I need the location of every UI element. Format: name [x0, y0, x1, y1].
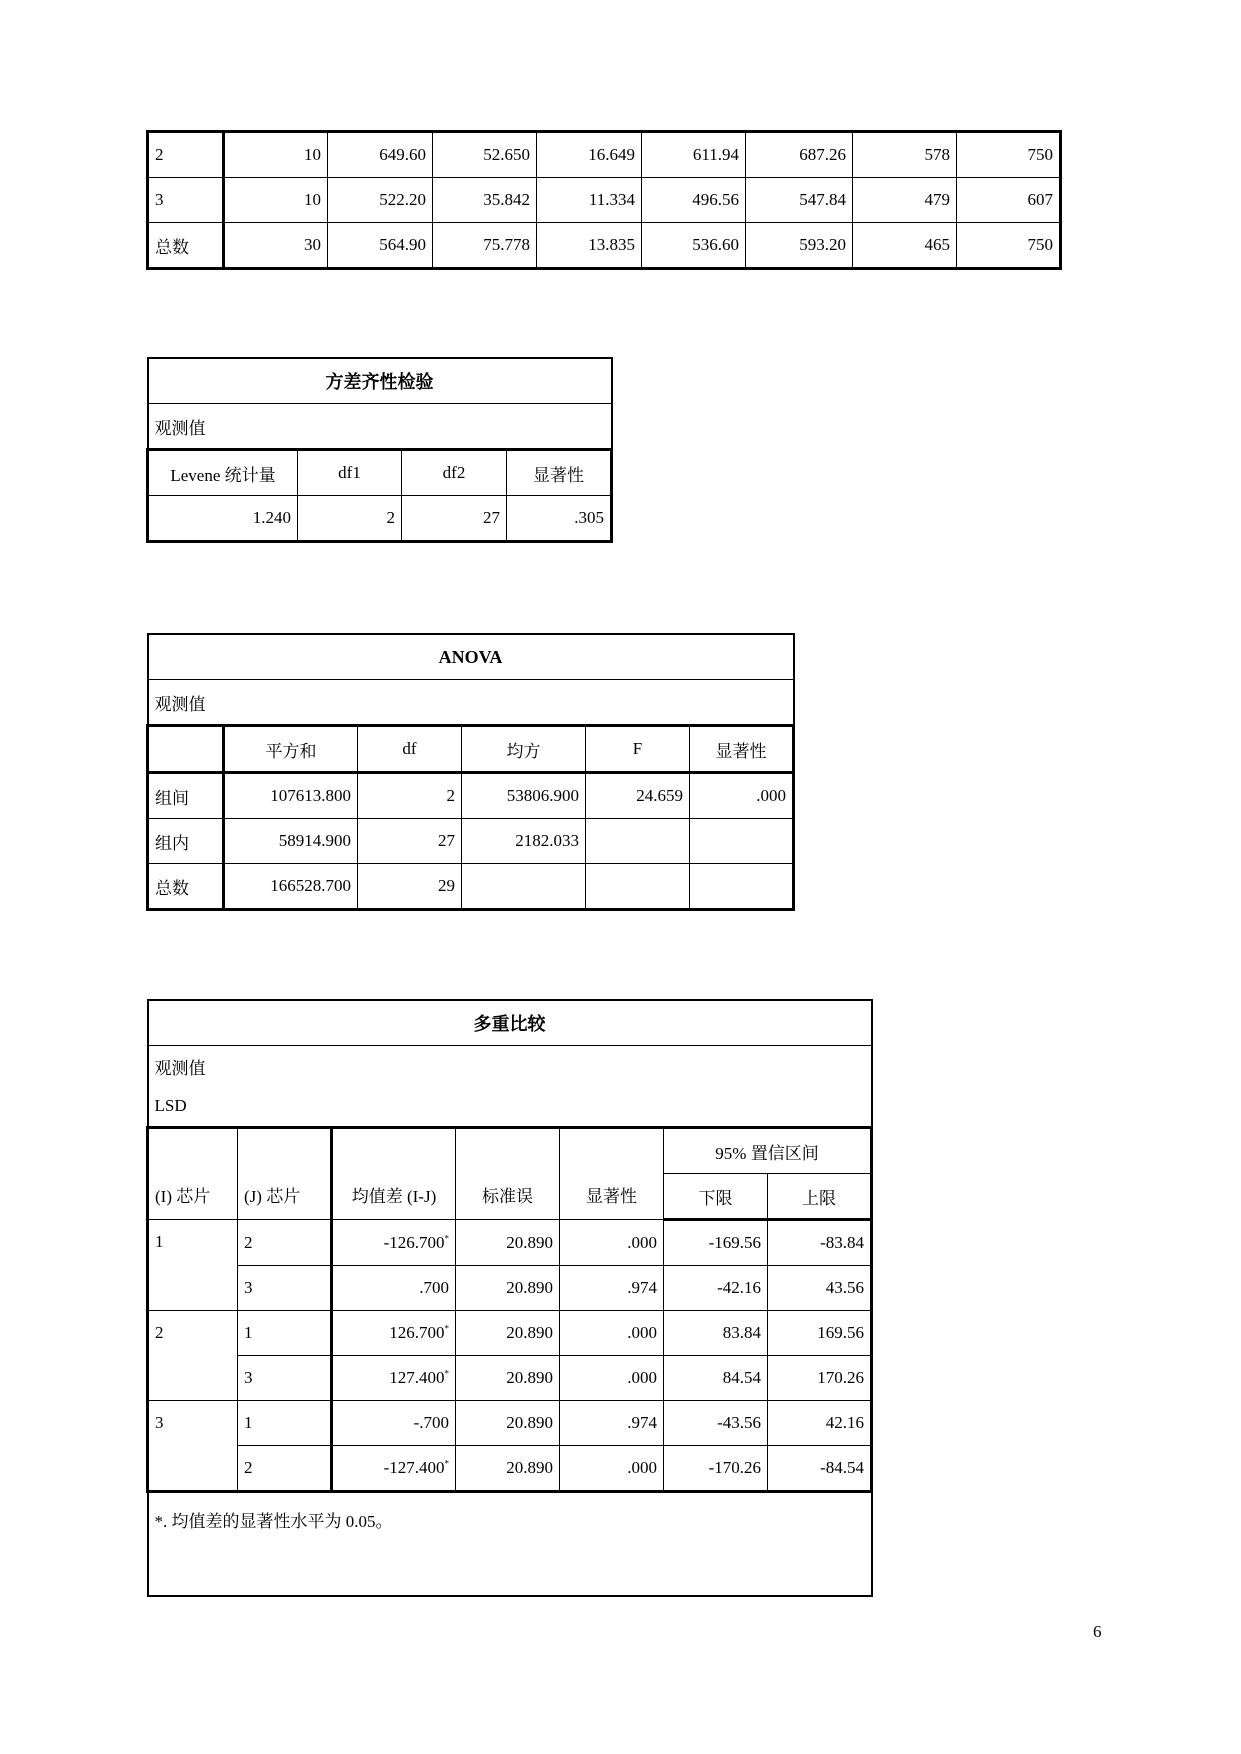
df2-cell: 27	[402, 496, 507, 542]
sig-cell	[690, 819, 794, 864]
max-cell: 750	[957, 223, 1061, 269]
multiple-variable: 观测值	[148, 1046, 872, 1087]
sig-cell: .974	[560, 1266, 664, 1311]
header-cell: 均方	[462, 726, 586, 773]
se-cell: 16.649	[537, 132, 642, 178]
f-cell	[586, 864, 690, 910]
se-cell: 20.890	[456, 1401, 560, 1446]
row-label: 总数	[148, 864, 224, 910]
anova-title: ANOVA	[148, 634, 794, 680]
sig-cell: .000	[560, 1356, 664, 1401]
mean-cell: 649.60	[328, 132, 433, 178]
se-cell: 11.334	[537, 178, 642, 223]
ss-cell: 58914.900	[224, 819, 358, 864]
header-cell-diff: 均值差 (I-J)	[332, 1128, 456, 1220]
lower-cell: 611.94	[642, 132, 746, 178]
upper-cell: 593.20	[746, 223, 853, 269]
header-cell: Levene 统计量	[148, 450, 298, 496]
max-cell: 750	[957, 132, 1061, 178]
header-cell-i: (I) 芯片	[148, 1128, 238, 1220]
df1-cell: 2	[298, 496, 402, 542]
table-row	[148, 864, 794, 910]
sig-cell: .000	[560, 1220, 664, 1266]
ss-cell: 107613.800	[224, 773, 358, 819]
sd-cell: 52.650	[433, 132, 537, 178]
significance-star: *	[444, 1323, 449, 1334]
sd-cell: 75.778	[433, 223, 537, 269]
header-cell: 显著性	[690, 726, 794, 773]
significance-star: *	[444, 1458, 449, 1469]
ms-cell: 53806.900	[462, 773, 586, 819]
header-cell-se: 标准误	[456, 1128, 560, 1220]
lower-cell: 496.56	[642, 178, 746, 223]
sd-cell: 35.842	[433, 178, 537, 223]
upper-cell: 687.26	[746, 132, 853, 178]
se-cell: 20.890	[456, 1266, 560, 1311]
row-label: 组间	[148, 773, 224, 819]
lower-cell: 84.54	[664, 1356, 768, 1401]
upper-cell: 170.26	[768, 1356, 872, 1401]
anova-table	[146, 633, 795, 911]
page-number: 6	[1093, 1622, 1102, 1641]
sig-cell: .305	[507, 496, 612, 542]
df-cell: 2	[358, 773, 462, 819]
n-cell: 10	[224, 132, 328, 178]
header-cell: F	[586, 726, 690, 773]
header-cell: df1	[298, 450, 402, 496]
anova-header-row	[148, 726, 794, 773]
header-cell: 平方和	[224, 726, 358, 773]
lower-cell: -170.26	[664, 1446, 768, 1492]
group-cell: 3	[148, 178, 224, 223]
descriptives-table	[146, 130, 1062, 270]
j-cell: 3	[238, 1266, 332, 1311]
header-cell-j: (J) 芯片	[238, 1128, 332, 1220]
table-row	[148, 132, 1061, 178]
ms-cell: 2182.033	[462, 819, 586, 864]
j-cell: 1	[238, 1311, 332, 1356]
header-row	[148, 1128, 872, 1174]
header-cell-sig: 显著性	[560, 1128, 664, 1220]
f-cell	[586, 819, 690, 864]
se-cell: 13.835	[537, 223, 642, 269]
sig-cell: .000	[690, 773, 794, 819]
header-cell: 显著性	[507, 450, 612, 496]
statistic-cell: 1.240	[148, 496, 298, 542]
levene-title: 方差齐性检验	[148, 358, 612, 404]
lower-cell: 536.60	[642, 223, 746, 269]
ms-cell	[462, 864, 586, 910]
diff-cell: -127.400*	[332, 1446, 456, 1492]
diff-cell: -126.700*	[332, 1220, 456, 1266]
diff-cell: -.700	[332, 1401, 456, 1446]
levene-variable: 观测值	[148, 404, 612, 450]
min-cell: 479	[853, 178, 957, 223]
f-cell: 24.659	[586, 773, 690, 819]
diff-cell: 127.400*	[332, 1356, 456, 1401]
levene-table	[146, 357, 613, 543]
group-i-cell: 3	[148, 1401, 238, 1492]
table-row	[148, 223, 1061, 269]
header-cell: df	[358, 726, 462, 773]
se-cell: 20.890	[456, 1220, 560, 1266]
multiple-method: LSD	[148, 1086, 872, 1128]
upper-cell: -84.54	[768, 1446, 872, 1492]
multiple-title: 多重比较	[148, 1000, 872, 1046]
upper-cell: 42.16	[768, 1401, 872, 1446]
max-cell: 607	[957, 178, 1061, 223]
table-row	[148, 819, 794, 864]
sig-cell: .974	[560, 1401, 664, 1446]
diff-cell: 126.700*	[332, 1311, 456, 1356]
n-cell: 30	[224, 223, 328, 269]
group-cell: 2	[148, 132, 224, 178]
table-row	[148, 496, 612, 542]
df-cell: 27	[358, 819, 462, 864]
sig-cell	[690, 864, 794, 910]
se-cell: 20.890	[456, 1356, 560, 1401]
footnote: *. 均值差的显著性水平为 0.05。	[148, 1492, 872, 1597]
group-i-cell: 2	[148, 1311, 238, 1401]
upper-cell: -83.84	[768, 1220, 872, 1266]
min-cell: 578	[853, 132, 957, 178]
upper-cell: 43.56	[768, 1266, 872, 1311]
j-cell: 3	[238, 1356, 332, 1401]
se-cell: 20.890	[456, 1311, 560, 1356]
se-cell: 20.890	[456, 1446, 560, 1492]
table-row	[148, 773, 794, 819]
table-row	[148, 1356, 872, 1401]
header-cell: df2	[402, 450, 507, 496]
diff-cell: .700	[332, 1266, 456, 1311]
table-row	[148, 1220, 872, 1266]
min-cell: 465	[853, 223, 957, 269]
mean-cell: 564.90	[328, 223, 433, 269]
n-cell: 10	[224, 178, 328, 223]
lower-cell: -43.56	[664, 1401, 768, 1446]
mean-cell: 522.20	[328, 178, 433, 223]
upper-cell: 169.56	[768, 1311, 872, 1356]
lower-cell: -169.56	[664, 1220, 768, 1266]
lower-cell: 83.84	[664, 1311, 768, 1356]
table-row	[148, 178, 1061, 223]
significance-star: *	[444, 1232, 449, 1243]
table-row	[148, 1401, 872, 1446]
anova-variable: 观测值	[148, 680, 794, 726]
j-cell: 2	[238, 1220, 332, 1266]
levene-header-row	[148, 450, 612, 496]
row-label: 组内	[148, 819, 224, 864]
multiple-comparisons-table	[146, 999, 873, 1597]
header-cell	[148, 726, 224, 773]
j-cell: 1	[238, 1401, 332, 1446]
table-row	[148, 1311, 872, 1356]
significance-star: *	[444, 1368, 449, 1379]
upper-cell: 547.84	[746, 178, 853, 223]
j-cell: 2	[238, 1446, 332, 1492]
table-row	[148, 1266, 872, 1311]
lower-cell: -42.16	[664, 1266, 768, 1311]
sig-cell: .000	[560, 1311, 664, 1356]
ss-cell: 166528.700	[224, 864, 358, 910]
header-cell-lower: 下限	[664, 1174, 768, 1220]
header-cell-upper: 上限	[768, 1174, 872, 1220]
group-cell: 总数	[148, 223, 224, 269]
table-row	[148, 1446, 872, 1492]
group-i-cell: 1	[148, 1220, 238, 1311]
df-cell: 29	[358, 864, 462, 910]
sig-cell: .000	[560, 1446, 664, 1492]
ci-header: 95% 置信区间	[664, 1128, 872, 1174]
